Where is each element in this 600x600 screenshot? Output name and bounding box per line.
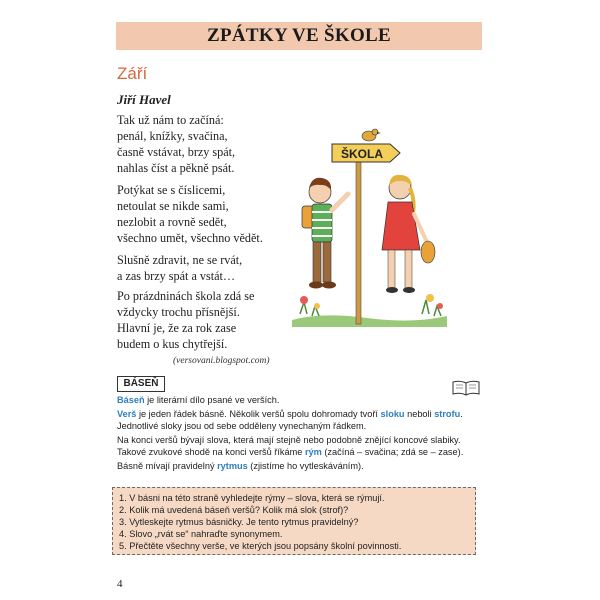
chapter-title: ZPÁTKY VE ŠKOLE [207,25,391,46]
page-number: 4 [117,578,123,590]
poem-stanza-3 [117,252,242,284]
keyword: sloku [380,408,405,419]
poem-stanza-2 [117,182,263,246]
poem-line: časně vstávat, brzy spát, [117,145,236,159]
definitions-block [117,394,487,473]
poem-line: všechno umět, všechno vědět. [117,231,263,245]
poem-line: vždycky trochu přísnější. [117,305,240,319]
task-item: 3. Vytleskejte rytmus básničky. Je tento rytmus pravidelný? [119,517,359,528]
definition-rytmus: Básně mívají pravidelný rytmus (zjistíme ho vytleskáváním). [117,460,364,471]
poem-line: Potýkat se s číslicemi, [117,183,226,197]
keyword: Báseň [117,395,145,405]
poem-line: Po prázdninách škola zdá se [117,289,255,303]
definition-vers: Verš je jeden řádek básně. Několik veršů spolu dohromady tvoří sloku neboli strofu. Jednotlivé sloky jsou od sebe odděleny vynechaným řádkem. [117,408,463,431]
definition-rym: Na konci veršů bývají slova, která mají stejně nebo podobně znějící koncové slabiky. Takové zvukové shodě na konci veršů říkáme rým (začíná – svačina; zdá se – zase). [117,434,464,457]
poem-stanza-1 [117,112,235,176]
task-item: 1. V básni na této straně vyhledejte rýmy – slova, která se rýmují. [119,493,385,503]
poem-author: Jiří Havel [117,92,171,107]
keyword: strofu [434,408,461,419]
poem-title: Září [117,64,148,83]
keyword: Verš [117,408,137,419]
poem-line: budem o kus chytřejší. [117,337,228,351]
task-item: 5. Přečtěte všechny verše, ve kterých jsou popsány školní povinnosti. [119,541,402,552]
chapter-header-band [116,22,482,50]
poem-line: nezlobit a rovně sedět, [117,215,227,229]
poem-line: nahlas číst a pěkně psát. [117,161,235,175]
keyword: rým [304,447,322,457]
poem-stanza-4 [117,288,254,352]
keyword: rytmus [217,460,248,471]
poem-line: Tak už nám to začíná: [117,113,224,127]
task-item: 2. Kolik má uvedená báseň veršů? Kolik má slok (strof)? [119,505,349,516]
poem-line: a zas brzy spát a vstát… [117,269,236,283]
poem-line: Hlavní je, že za rok zase [117,321,237,335]
basen-label: BÁSEŇ [117,376,165,392]
sign-text: ŠKOLA [341,147,383,161]
definition-basen: Báseň je literární dílo psané ve verších. [117,395,280,405]
task-item: 4. Slovo „rvát se“ nahraďte synonymem. [119,529,283,540]
poem-line: penál, knížky, svačina, [117,129,228,143]
poem-source: (versovani.blogspot.com) [173,356,270,366]
poem-line: Slušně zdravit, ne se rvát, [117,253,243,267]
tasks-box [112,487,476,555]
poem-line: netoulat se nikde sami, [117,199,229,213]
children-at-school-sign-illustration [282,122,452,337]
